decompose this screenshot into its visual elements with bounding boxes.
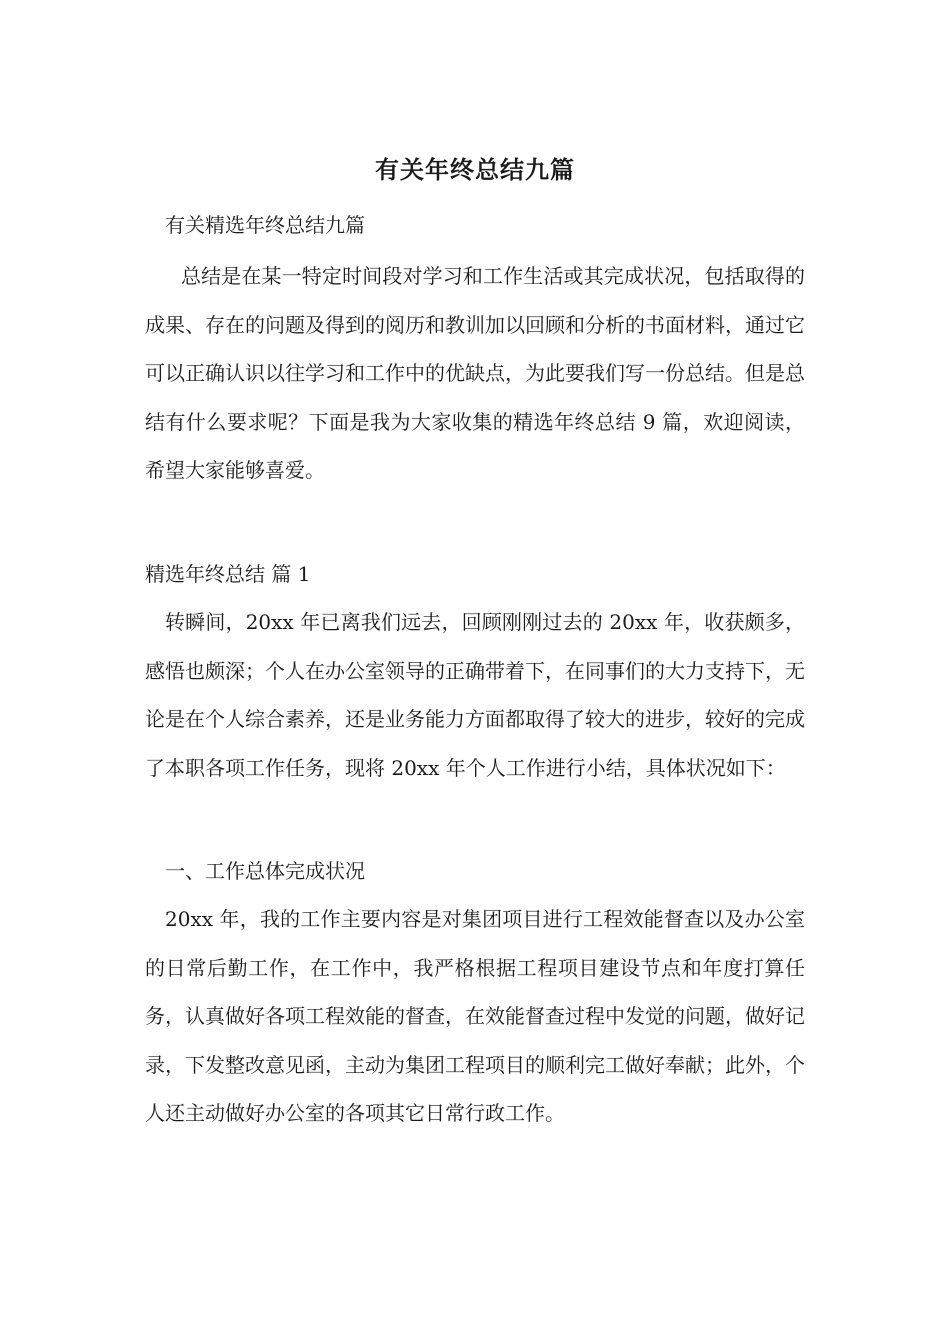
document-title: 有关年终总结九篇 xyxy=(375,156,575,184)
document-subtitle: 有关精选年终总结九篇 xyxy=(165,213,365,237)
body-paragraph-2: 20xx 年，我的工作主要内容是对集团项目进行工程效能督查以及办公室的日常后勤工作，在工作中，我严格根据工程项目建设节点和年度打算任务，认真做好各项工程效能的督查，在效能督查过程中发觉的问题，做好记录，下发整改意见函，主动为集团工程项目的顺利完工做好奉献；此外，个人还主动做好办公室的各项其它日常行政工作。 xyxy=(145,907,805,1126)
subheading: 一、工作总体完成状况 xyxy=(165,859,365,883)
section-heading: 精选年终总结 篇 1 xyxy=(145,562,311,586)
body-paragraph-1: 转瞬间，20xx 年已离我们远去，回顾刚刚过去的 20xx 年，收获颇多，感悟也颇深；个人在办公室领导的正确带着下，在同事们的大力支持下，无论是在个人综合素养，还是业务能力方面都取得了较大的进步，较好的完成了本职各项工作任务，现将 20xx 年个人工作进行小结，具体状况如下： xyxy=(145,610,805,780)
intro-paragraph: 总结是在某一特定时间段对学习和工作生活或其完成状况，包括取得的成果、存在的问题及得到的阅历和教训加以回顾和分析的书面材料，通过它可以正确认识以往学习和工作中的优缺点，为此要我们写一份总结。但是总结有什么要求呢？下面是我为大家收集的精选年终总结 9 篇，欢迎阅读，希望大家能够喜爱。 xyxy=(145,264,805,483)
